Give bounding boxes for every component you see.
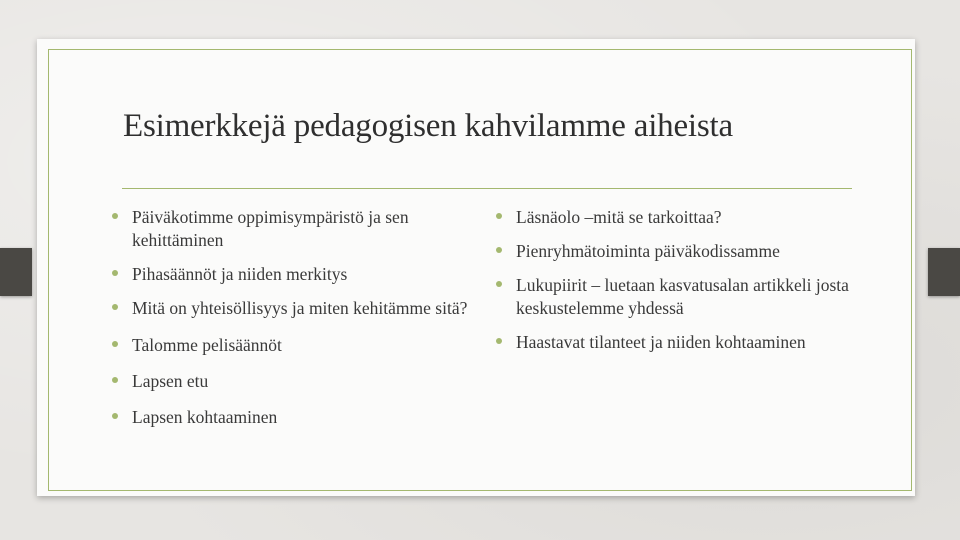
- left-list-item-1-text: Päiväkotimme oppimisympäristö ja sen kehittäminen: [132, 207, 409, 250]
- left-list-item-5: [110, 370, 470, 393]
- right-list-item-1: [494, 206, 854, 229]
- right-list-item-2: [494, 240, 854, 263]
- bullet-icon: [112, 413, 118, 419]
- right-list-item-3: [494, 274, 854, 320]
- right-list-item-4-text: Haastavat tilanteet ja niiden kohtaaminen: [516, 332, 806, 352]
- left-list-item-3: [110, 297, 470, 320]
- bullet-icon: [496, 213, 502, 219]
- left-list-item-6: [110, 406, 470, 429]
- bullet-icon: [496, 281, 502, 287]
- bullet-icon: [112, 213, 118, 219]
- bullet-icon: [112, 270, 118, 276]
- left-list-item-3-text: Mitä on yhteisöllisyys ja miten kehitämme sitä?: [132, 298, 468, 318]
- right-list-item-2-text: Pienryhmätoiminta päiväkodissamme: [516, 241, 780, 261]
- left-list-item-4: [110, 334, 470, 357]
- right-list-item-3-text: Lukupiirit – luetaan kasvatusalan artikkeli josta keskustelemme yhdessä: [516, 275, 849, 318]
- left-list-item-2-text: Pihasäännöt ja niiden merkitys: [132, 264, 348, 284]
- right-bullet-list: [494, 206, 854, 354]
- bullet-icon: [112, 377, 118, 383]
- slide-title: Esimerkkejä pedagogisen kahvilamme aiheista: [123, 108, 733, 144]
- left-list-item-4-text: Talomme pelisäännöt: [132, 335, 282, 355]
- left-side-tab: [0, 248, 32, 296]
- left-list-item-6-text: Lapsen kohtaaminen: [132, 407, 278, 427]
- bullet-icon: [112, 341, 118, 347]
- left-list-item-2: [110, 263, 470, 286]
- left-bullet-list: [110, 206, 470, 429]
- bullet-icon: [496, 247, 502, 253]
- left-list-item-1: [110, 206, 470, 252]
- bullet-icon: [112, 304, 118, 310]
- right-side-tab: [928, 248, 960, 296]
- title-divider: [122, 188, 852, 189]
- right-list-item-4: [494, 331, 854, 354]
- right-list-item-1-text: Läsnäolo –mitä se tarkoittaa?: [516, 207, 722, 227]
- left-list-item-5-text: Lapsen etu: [132, 371, 209, 391]
- bullet-icon: [496, 338, 502, 344]
